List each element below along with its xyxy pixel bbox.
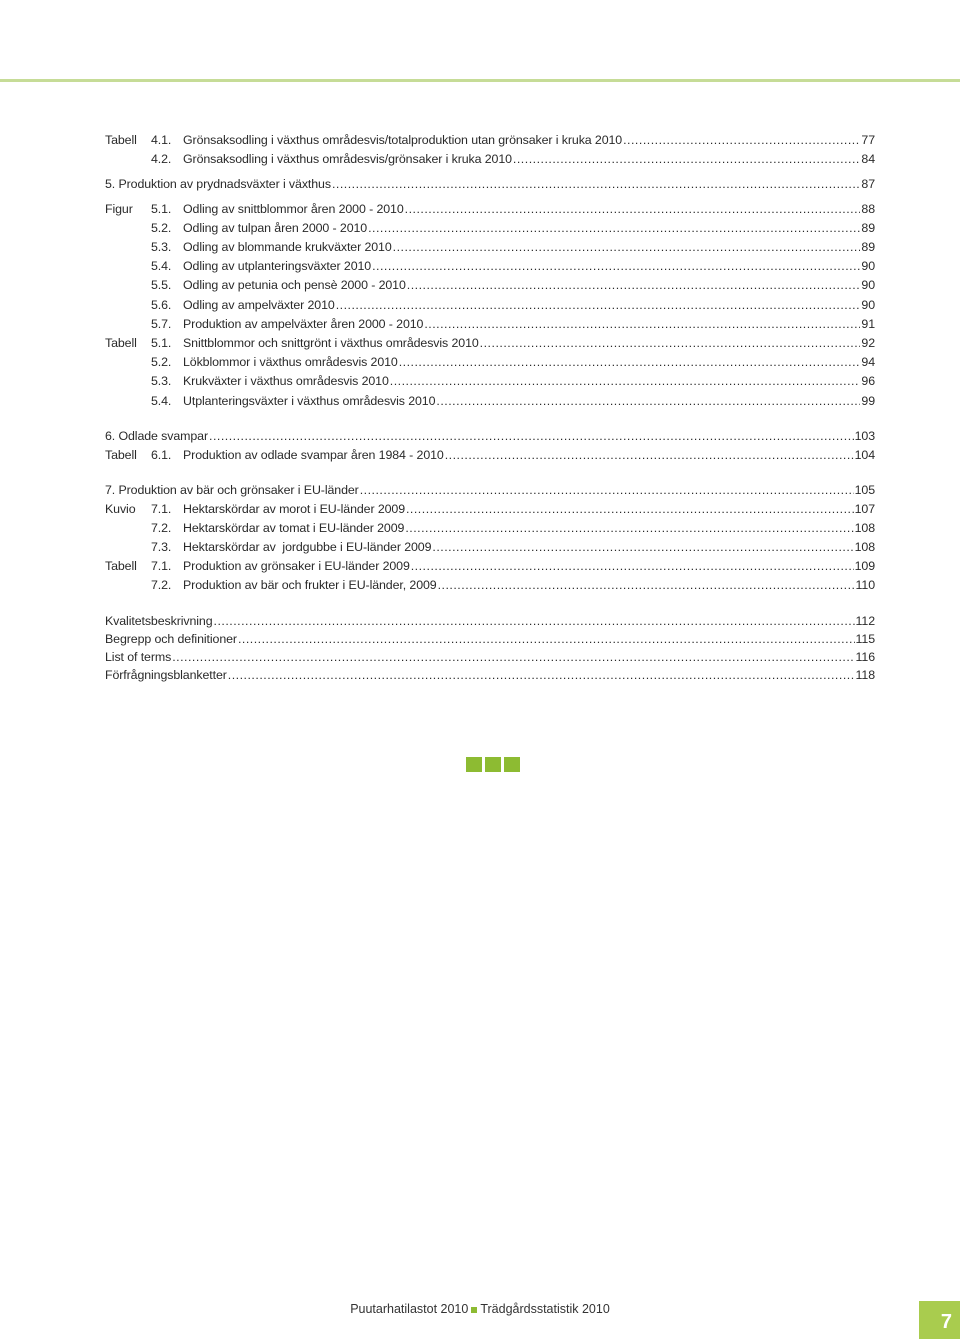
- toc-entry-title: Odling av blommande krukväxter 2010: [183, 240, 392, 254]
- toc-entry-number: 7.3.: [151, 540, 172, 554]
- toc-entry-title: Lökblommor i växthus områdesvis 2010: [183, 355, 398, 369]
- toc-entry-page: 77: [861, 133, 875, 147]
- dot-leader: [405, 202, 861, 216]
- toc-entry-page: 94: [861, 355, 875, 369]
- dot-leader: [360, 483, 854, 497]
- header-rule: [0, 79, 960, 82]
- toc-entry[interactable]: [105, 374, 875, 392]
- toc-entry-number: 7.1.: [151, 502, 172, 516]
- top-margin: [0, 0, 960, 79]
- ornament-square: [504, 757, 520, 772]
- toc-entry-title: Grönsaksodling i växthus områdesvis/grönsaker i kruka 2010: [183, 152, 512, 166]
- dot-leader: [238, 632, 855, 646]
- toc-entry-number: 5.4.: [151, 259, 172, 273]
- toc-entry[interactable]: [105, 152, 875, 170]
- toc-entry[interactable]: [105, 336, 875, 354]
- toc-entry-number: 7.1.: [151, 559, 172, 573]
- toc-entry-title: Hektarskördar av jordgubbe i EU-länder 2009: [183, 540, 432, 554]
- toc-entry[interactable]: [105, 133, 875, 151]
- toc-entry-page: 115: [855, 632, 875, 646]
- toc-entry[interactable]: [105, 614, 875, 632]
- toc-entry[interactable]: [105, 221, 875, 239]
- toc-entry-title: Produktion av odlade svampar åren 1984 - 2010: [183, 448, 444, 462]
- toc-entry[interactable]: [105, 177, 875, 195]
- ornament-square: [466, 757, 482, 772]
- toc-entry-number: 4.1.: [151, 133, 172, 147]
- toc-entry[interactable]: [105, 298, 875, 316]
- toc-entry-title: Hektarskördar av tomat i EU-länder 2009: [183, 521, 405, 535]
- toc-entry-type: Tabell: [105, 133, 137, 147]
- toc-entry-page: 89: [861, 221, 875, 235]
- toc-entry-page: 91: [861, 317, 875, 331]
- footer-title-sv: Trädgårdsstatistik 2010: [480, 1302, 610, 1316]
- dot-leader: [438, 578, 855, 592]
- toc-entry-title: List of terms: [105, 650, 172, 664]
- dot-leader: [623, 133, 860, 147]
- toc-entry[interactable]: [105, 202, 875, 220]
- toc-entry-page: 108: [854, 521, 875, 535]
- toc-entry[interactable]: [105, 521, 875, 539]
- toc-entry-page: 107: [854, 502, 875, 516]
- toc-entry-title: Produktion av bär och frukter i EU-länder, 2009: [183, 578, 437, 592]
- toc-entry-number: 6.1.: [151, 448, 172, 462]
- dot-leader: [406, 502, 854, 516]
- toc-entry-number: 5.2.: [151, 355, 172, 369]
- toc-entry-type: Tabell: [105, 559, 137, 573]
- ornament-square: [485, 757, 501, 772]
- toc-entry-title: Snittblommor och snittgrönt i växthus områdesvis 2010: [183, 336, 479, 350]
- toc-entry-page: 90: [861, 278, 875, 292]
- toc-entry-page: 116: [855, 650, 875, 664]
- toc-entry-page: 110: [855, 578, 875, 592]
- toc-entry-number: 7.2.: [151, 578, 172, 592]
- footer-title-fi: Puutarhatilastot 2010: [350, 1302, 469, 1316]
- toc-entry[interactable]: [105, 448, 875, 466]
- toc-entry[interactable]: [105, 259, 875, 277]
- toc-entry[interactable]: [105, 578, 875, 596]
- toc-entry[interactable]: [105, 668, 875, 686]
- toc-entry[interactable]: [105, 559, 875, 577]
- toc-entry-number: 5.1.: [151, 336, 172, 350]
- toc-entry-page: 87: [861, 177, 875, 191]
- toc-entry-page: 118: [855, 668, 875, 682]
- dot-leader: [390, 374, 861, 388]
- toc-entry-number: 5.5.: [151, 278, 172, 292]
- toc-entry[interactable]: [105, 355, 875, 373]
- dot-leader: [411, 559, 854, 573]
- section-ornament: [466, 757, 520, 772]
- toc-entry-type: Kuvio: [105, 502, 136, 516]
- toc-entry[interactable]: [105, 394, 875, 412]
- toc-entry-page: 88: [861, 202, 875, 216]
- toc-entry-page: 99: [861, 394, 875, 408]
- dot-leader: [209, 429, 854, 443]
- toc-entry-page: 108: [854, 540, 875, 554]
- dot-leader: [436, 394, 860, 408]
- toc-entry-number: 5.6.: [151, 298, 172, 312]
- dot-leader: [424, 317, 860, 331]
- toc-entry[interactable]: [105, 540, 875, 558]
- toc-entry-title: Produktion av ampelväxter åren 2000 - 2010: [183, 317, 424, 331]
- toc-entry-number: 4.2.: [151, 152, 172, 166]
- dot-leader: [432, 540, 853, 554]
- toc-entry-number: 5.2.: [151, 221, 172, 235]
- toc-entry[interactable]: [105, 240, 875, 258]
- dot-leader: [336, 298, 861, 312]
- dot-leader: [513, 152, 860, 166]
- toc-entry-title: Utplanteringsväxter i växthus områdesvis 2010: [183, 394, 436, 408]
- dot-leader: [372, 259, 860, 273]
- toc-entry-page: 84: [861, 152, 875, 166]
- toc-entry-page: 103: [854, 429, 875, 443]
- toc-entry-page: 105: [854, 483, 875, 497]
- toc-entry[interactable]: [105, 650, 875, 668]
- toc-entry-title: Förfrågningsblanketter: [105, 668, 227, 682]
- toc-entry[interactable]: [105, 278, 875, 296]
- toc-entry-page: 90: [861, 298, 875, 312]
- dot-leader: [480, 336, 861, 350]
- toc-entry[interactable]: [105, 429, 875, 447]
- toc-entry-type: Tabell: [105, 336, 137, 350]
- toc-entry-page: 112: [855, 614, 875, 628]
- toc-entry-title: Odling av tulpan åren 2000 - 2010: [183, 221, 368, 235]
- toc-entry-number: 5.3.: [151, 240, 172, 254]
- dot-leader: [228, 668, 855, 682]
- toc-entry-page: 109: [854, 559, 875, 573]
- toc-entry-title: Odling av ampelväxter 2010: [183, 298, 335, 312]
- dot-leader: [399, 355, 861, 369]
- toc-entry-type: Tabell: [105, 448, 137, 462]
- toc-entry-title: Odling av utplanteringsväxter 2010: [183, 259, 372, 273]
- toc-entry[interactable]: [105, 632, 875, 650]
- toc-entry-title: 6. Odlade svampar: [105, 429, 208, 443]
- toc-entry-page: 90: [861, 259, 875, 273]
- toc-entry-page: 104: [854, 448, 875, 462]
- dot-leader: [214, 614, 855, 628]
- toc-entry-title: 7. Produktion av bär och grönsaker i EU-länder: [105, 483, 359, 497]
- dot-leader: [405, 521, 853, 535]
- toc-entry[interactable]: [105, 502, 875, 520]
- page-number: 7: [940, 1311, 952, 1333]
- toc-entry-title: Hektarskördar av morot i EU-länder 2009: [183, 502, 405, 516]
- toc-entry-title: Krukväxter i växthus områdesvis 2010: [183, 374, 389, 388]
- toc-entry-number: 5.4.: [151, 394, 172, 408]
- dot-leader: [393, 240, 861, 254]
- page-number-box: [919, 1301, 960, 1339]
- toc-entry-title: Begrepp och definitioner: [105, 632, 237, 646]
- toc-entry-title: Produktion av grönsaker i EU-länder 2009: [183, 559, 410, 573]
- footer-separator-icon: [471, 1307, 477, 1313]
- toc-entry-number: 5.7.: [151, 317, 172, 331]
- toc-entry[interactable]: [105, 483, 875, 501]
- toc-entry-title: Odling av petunia och pensè 2000 - 2010: [183, 278, 406, 292]
- toc-entry-page: 92: [861, 336, 875, 350]
- toc-entry-title: Odling av snittblommor åren 2000 - 2010: [183, 202, 404, 216]
- toc-entry-page: 96: [861, 374, 875, 388]
- page-footer: [0, 1302, 960, 1316]
- toc-entry-type: Figur: [105, 202, 133, 216]
- dot-leader: [172, 650, 854, 664]
- toc-entry-number: 5.1.: [151, 202, 172, 216]
- dot-leader: [332, 177, 860, 191]
- dot-leader: [445, 448, 854, 462]
- toc-entry-title: 5. Produktion av prydnadsväxter i växthus: [105, 177, 331, 191]
- toc-entry-title: Kvalitetsbeskrivning: [105, 614, 213, 628]
- toc-entry-title: Grönsaksodling i växthus områdesvis/totalproduktion utan grönsaker i kruka 2010: [183, 133, 623, 147]
- dot-leader: [368, 221, 860, 235]
- toc-entry[interactable]: [105, 317, 875, 335]
- toc-entry-page: 89: [861, 240, 875, 254]
- dot-leader: [407, 278, 861, 292]
- toc-entry-number: 7.2.: [151, 521, 172, 535]
- toc-entry-number: 5.3.: [151, 374, 172, 388]
